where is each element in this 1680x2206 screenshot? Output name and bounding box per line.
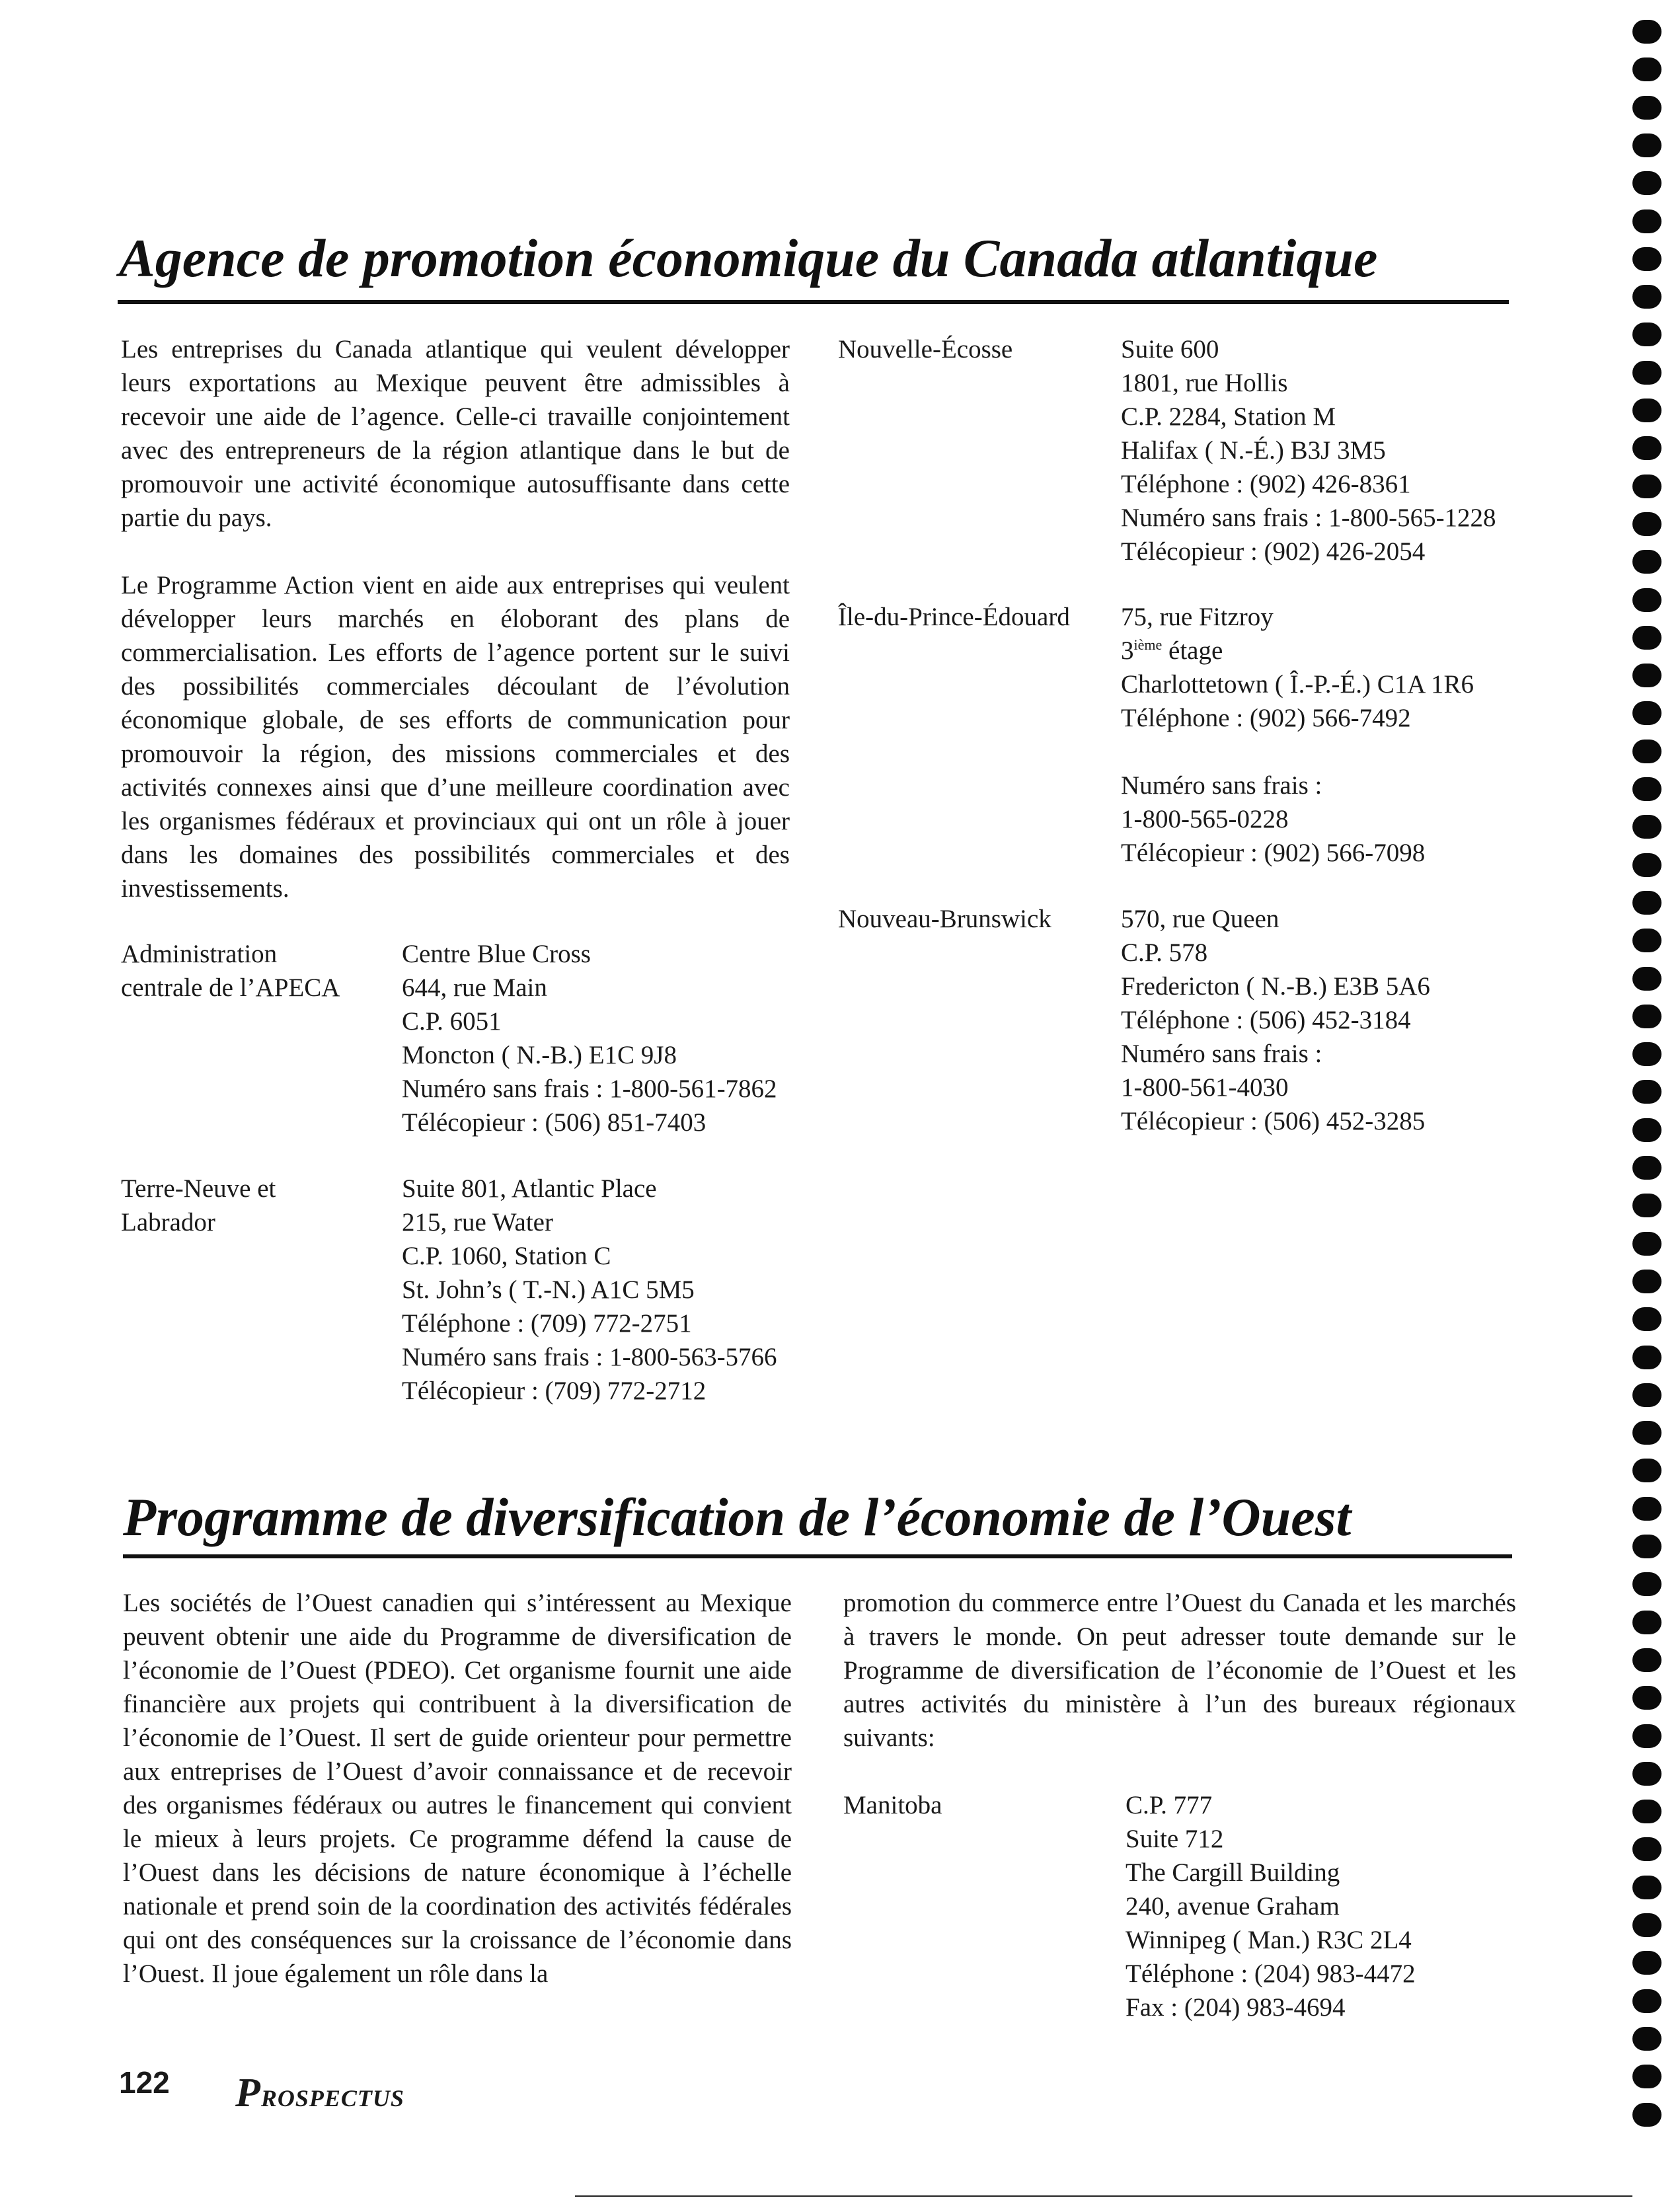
prospectus-logo: PROSPECTUS [235, 2071, 404, 2115]
binding-hole [1632, 815, 1661, 839]
binding-hole [1632, 701, 1661, 725]
binding-hole [1632, 436, 1661, 460]
office-label-manitoba: Manitoba [843, 1791, 942, 1819]
binding-hole [1632, 1042, 1661, 1066]
binding-hole [1632, 740, 1661, 763]
binding-hole [1632, 1232, 1661, 1256]
binding-hole [1632, 588, 1661, 612]
title-rule [118, 300, 1509, 304]
binding-hole [1632, 2027, 1661, 2051]
office-label-pei: Île-du-Prince-Édouard [838, 603, 1070, 631]
office-address-apeca-hq: Centre Blue Cross 644, rue Main C.P. 6051 Moncton ( N.-B.) E1C 9J8 Numéro sans frais : 1-800-561-7862 Télécopieur : (506) 851-7403 [402, 940, 777, 1137]
office-label-new-brunswick: Nouveau-Brunswick [838, 905, 1051, 933]
binding-holes [1632, 20, 1663, 2168]
binding-hole [1632, 475, 1661, 498]
binding-hole [1632, 1572, 1661, 1596]
binding-hole [1632, 1156, 1661, 1180]
section-title-pdeo: Programme de diversification de l’économie de l’Ouest [123, 1487, 1352, 1547]
apeca-intro-paragraph: Les entreprises du Canada atlantique qui veulent développer leurs exportations au Mexique peuvent être admissibles à recevoir une aide de l’agence. Celle-ci travaille conjointement avec des entrepreneurs de la région atlantique dans le but de promouvoir une activité économique autosuffisante dans cette partie du pays. [121, 335, 790, 532]
binding-hole [1632, 777, 1661, 801]
office-address-pei: 75, rue Fitzroy 3ième étage Charlottetown ( Î.-P.-É.) C1A 1R6 Téléphone : (902) 566-7492 Numéro sans frais : 1-800-565-0228 Télécopieur : (902) 566-7098 [1121, 603, 1474, 867]
office-address-new-brunswick: 570, rue Queen C.P. 578 Fredericton ( N.-B.) E3B 5A6 Téléphone : (506) 452-3184 Numéro sans frais : 1-800-561-4030 Télécopieur : (506) 452-3285 [1121, 905, 1430, 1135]
office-address-nova-scotia: Suite 600 1801, rue Hollis C.P. 2284, Station M Halifax ( N.-É.) B3J 3M5 Téléphone : (902) 426-8361 Numéro sans frais : 1-800-565-1228 Télécopieur : (902) 426-2054 [1121, 335, 1496, 566]
binding-hole [1632, 1724, 1661, 1748]
binding-hole [1632, 96, 1661, 120]
binding-hole [1632, 1876, 1661, 1899]
binding-hole [1632, 247, 1661, 271]
binding-hole [1632, 361, 1661, 385]
binding-hole [1632, 1118, 1661, 1142]
pdeo-paragraph-left: Les sociétés de l’Ouest canadien qui s’intéressent au Mexique peuvent obtenir une aide du Programme de diversification de l’économie de l’Ouest (PDEO). Cet organisme fournit une aide financière aux projets qui contribuent à la diversification de l’économie de l’Ouest. Il sert de guide orienteur pour permettre aux entreprises de l’Ouest d’avoir connaissance et de recevoir des organismes fédéraux ou autres le financement qui convient le mieux à leurs projets. Ce programme défend la cause de l’Ouest dans les décisions de nature économique à l’échelle nationale et prend soin de la coordination des activités fédérales qui ont des conséquences sur la croissance de l’économie dans l’Ouest. Il joue également un rôle dans la [123, 1589, 792, 1988]
binding-hole [1632, 1913, 1661, 1937]
binding-hole [1632, 1459, 1661, 1482]
binding-hole [1632, 1005, 1661, 1028]
binding-hole [1632, 1080, 1661, 1104]
binding-hole [1632, 209, 1661, 233]
binding-hole [1632, 1762, 1661, 1786]
office-label-apeca-hq: Administration centrale de l’APECA [121, 940, 340, 1002]
binding-hole [1632, 57, 1661, 81]
section-title-apeca: Agence de promotion économique du Canada atlantique [119, 228, 1378, 288]
office-label-nova-scotia: Nouvelle-Écosse [838, 335, 1013, 363]
binding-hole [1632, 929, 1661, 952]
binding-hole [1632, 550, 1661, 574]
office-address-manitoba: C.P. 777 Suite 712 The Cargill Building 240, avenue Graham Winnipeg ( Man.) R3C 2L4 Téléphone : (204) 983-4472 Fax : (204) 983-4694 [1126, 1791, 1416, 2022]
programme-action-paragraph: Le Programme Action vient en aide aux entreprises qui veulent développer leurs marchés en éloborant des plans de commercialisation. Les efforts de l’agence portent sur le suivi des possibilités commerciales découlant de l’évolution économique globale, de ses efforts de communication pour promouvoir la région, des missions commerciales et des activités connexes ainsi que d’une meilleure coordination avec les organismes fédéraux et provinciaux qui ont un rôle à jouer dans les domaines des possibilités commerciales et des investissements. [121, 571, 790, 903]
binding-hole [1632, 967, 1661, 991]
binding-hole [1632, 664, 1661, 687]
binding-hole [1632, 1989, 1661, 2013]
pdeo-paragraph-right: promotion du commerce entre l’Ouest du Canada et les marchés à travers le monde. On peut adresser toute demande sur le Programme de diversification de l’économie de l’Ouest et les autres activités du ministère à l’un des bureaux régionaux suivants: [843, 1589, 1517, 1752]
binding-hole [1632, 1951, 1661, 1975]
binding-hole [1632, 399, 1661, 422]
binding-hole [1632, 853, 1661, 877]
binding-hole [1632, 1421, 1661, 1445]
binding-hole [1632, 626, 1661, 650]
binding-hole [1632, 1270, 1661, 1293]
binding-hole [1632, 285, 1661, 309]
office-label-newfoundland: Terre-Neuve et Labrador [121, 1174, 276, 1236]
binding-hole [1632, 20, 1661, 44]
binding-hole [1632, 1346, 1661, 1369]
binding-hole [1632, 171, 1661, 195]
office-address-newfoundland: Suite 801, Atlantic Place 215, rue Water C.P. 1060, Station C St. John’s ( T.-N.) A1C 5M5 Téléphone : (709) 772-2751 Numéro sans frais : 1-800-563-5766 Télécopieur : (709) 772-2712 [402, 1174, 777, 1405]
binding-hole [1632, 1383, 1661, 1407]
title-rule [123, 1554, 1512, 1558]
binding-hole [1632, 1535, 1661, 1558]
binding-hole [1632, 133, 1661, 157]
binding-hole [1632, 2065, 1661, 2088]
binding-hole [1632, 1611, 1661, 1634]
page-number: 122 [119, 2065, 170, 2100]
binding-hole [1632, 2103, 1661, 2127]
binding-hole [1632, 1686, 1661, 1710]
binding-hole [1632, 1648, 1661, 1672]
binding-hole [1632, 1837, 1661, 1861]
binding-hole [1632, 1497, 1661, 1521]
binding-hole [1632, 891, 1661, 915]
binding-hole [1632, 512, 1661, 536]
bottom-edge-line [575, 2195, 1632, 2197]
binding-hole [1632, 1307, 1661, 1331]
binding-hole [1632, 1194, 1661, 1217]
binding-hole [1632, 323, 1661, 346]
binding-hole [1632, 1800, 1661, 1823]
